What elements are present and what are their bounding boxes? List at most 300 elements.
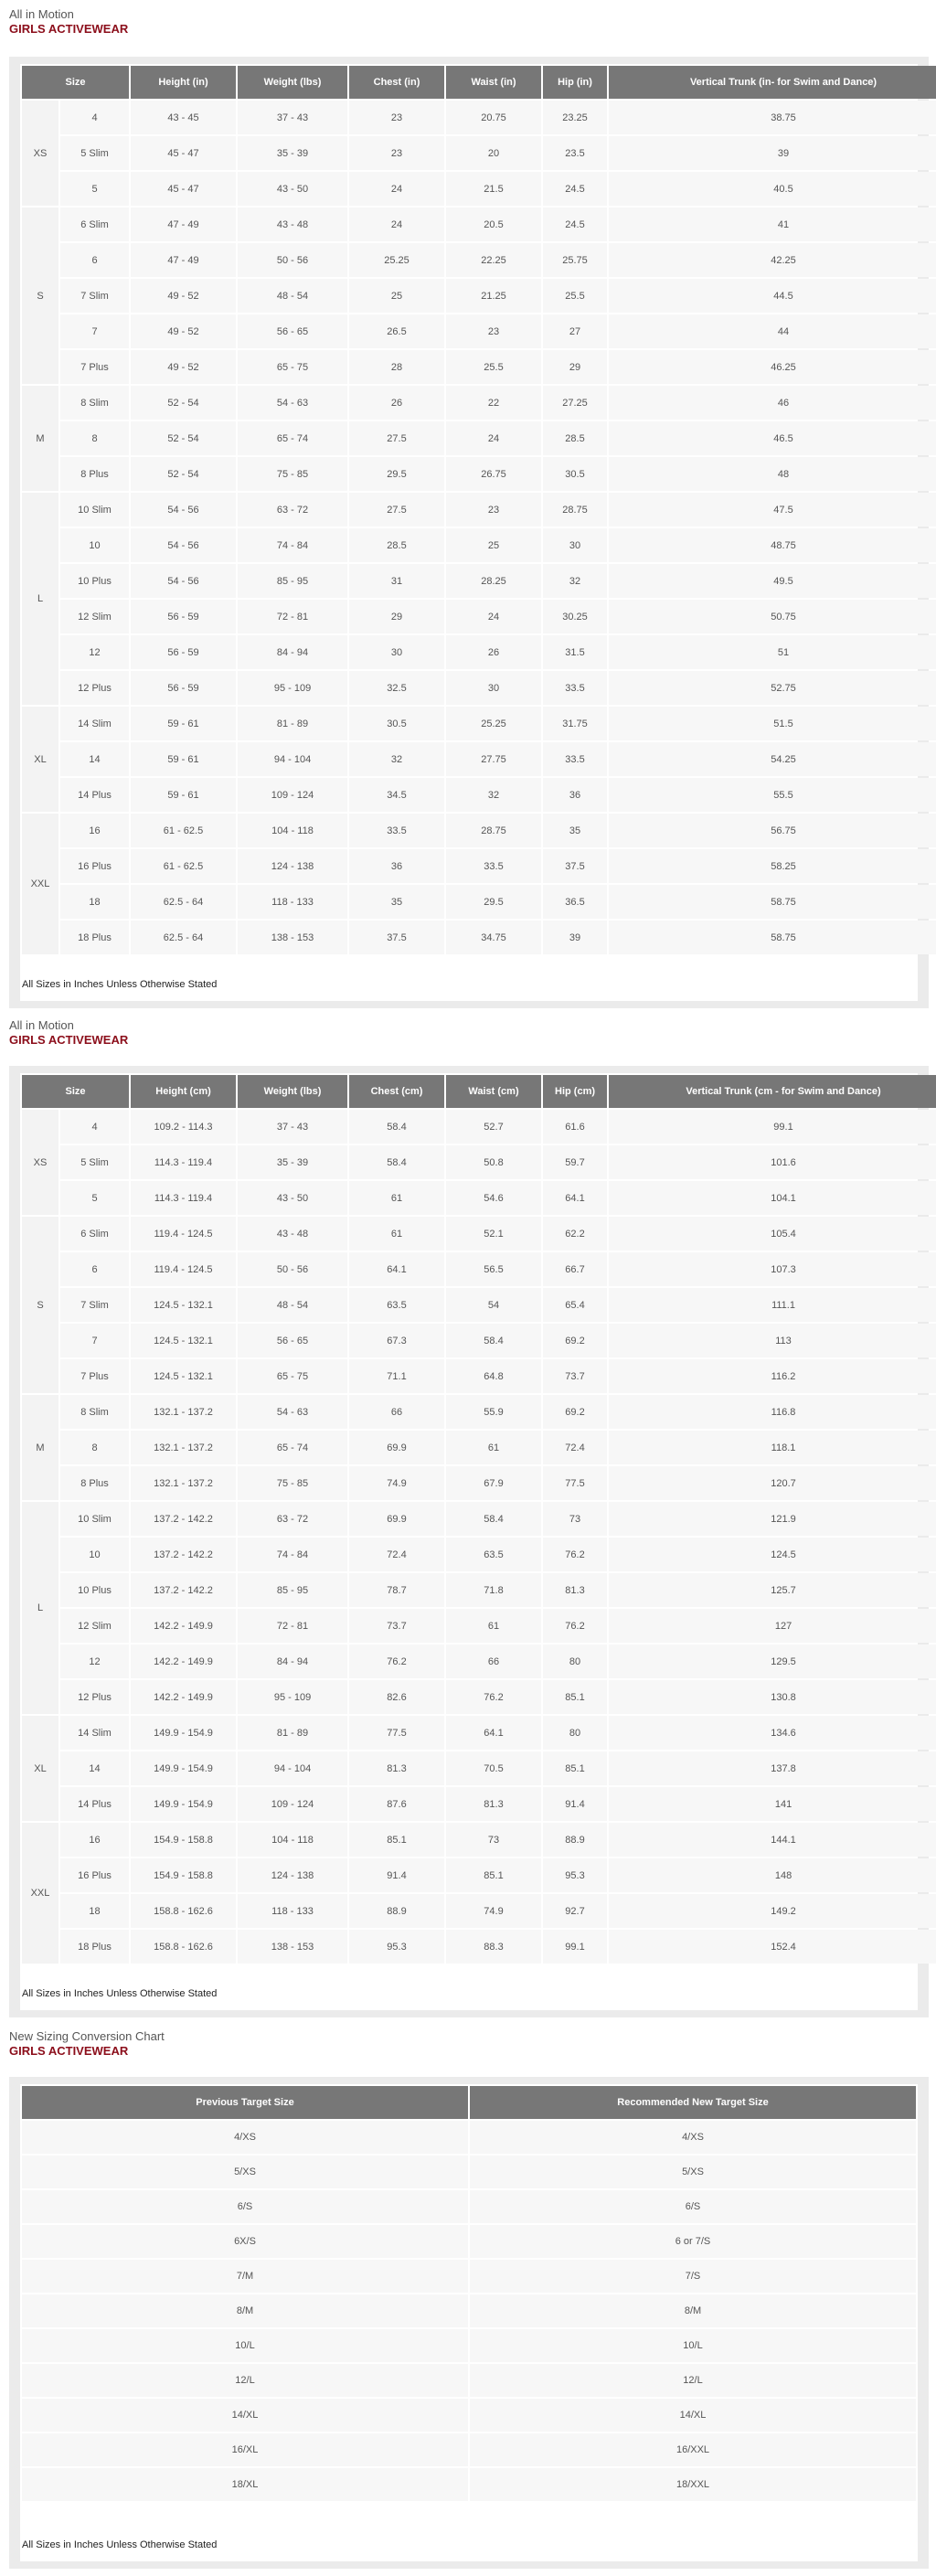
table-cell: 85.1	[543, 1751, 607, 1785]
table-cell: 66	[349, 1395, 444, 1429]
table-cell: 42.25	[609, 243, 936, 277]
table-cell: 94 - 104	[238, 742, 347, 776]
table-cell: 56 - 65	[238, 314, 347, 348]
table-row	[22, 1110, 936, 1144]
table-cell: 5	[60, 1181, 129, 1215]
table-cell: 130.8	[609, 1680, 936, 1714]
table-cell: 10 Slim	[60, 493, 129, 527]
table-cell: 26.75	[446, 457, 541, 491]
table-cell: 12	[60, 635, 129, 669]
table-cell: 132.1 - 137.2	[131, 1466, 236, 1500]
table-cell: 25.25	[446, 707, 541, 740]
table-cell: 124.5 - 132.1	[131, 1288, 236, 1322]
table-cell: 36	[543, 778, 607, 812]
table-cell: 16 Plus	[60, 849, 129, 883]
column-header: Vertical Trunk (cm - for Swim and Dance)	[609, 1075, 936, 1108]
table-cell: 32	[349, 742, 444, 776]
table-cell: 73	[543, 1502, 607, 1536]
column-header: Height (cm)	[131, 1075, 236, 1108]
size-group-label: XS	[22, 1110, 58, 1215]
table-cell: 73.7	[543, 1359, 607, 1393]
table-cell: 154.9 - 158.8	[131, 1823, 236, 1857]
table-cell: 109 - 124	[238, 1787, 347, 1821]
table-cell: 32.5	[349, 671, 444, 705]
table-row	[22, 564, 936, 598]
table-cell: 58.75	[609, 885, 936, 919]
conversion-panel	[9, 2077, 929, 2569]
table-cell: 59 - 61	[131, 707, 236, 740]
column-header: Weight (lbs)	[238, 1075, 347, 1108]
table-cell: 119.4 - 124.5	[131, 1252, 236, 1286]
table-row	[22, 1431, 936, 1464]
table-cell: 36	[349, 849, 444, 883]
table-row	[22, 2294, 916, 2327]
table-cell: 25.75	[543, 243, 607, 277]
table-cell: 5/XS	[470, 2156, 916, 2188]
table-row	[22, 635, 936, 669]
table-cell: 12 Slim	[60, 600, 129, 633]
table-row	[22, 1395, 936, 1429]
table-cell: 81.3	[349, 1751, 444, 1785]
table-cell: 71.8	[446, 1573, 541, 1607]
table-cell: 6 Slim	[60, 208, 129, 241]
table-cell: 52 - 54	[131, 457, 236, 491]
table-cell: 158.8 - 162.6	[131, 1930, 236, 1964]
table-cell: 47 - 49	[131, 208, 236, 241]
table-cell: 29	[543, 350, 607, 384]
table-cell: 31.5	[543, 635, 607, 669]
table-row	[22, 1145, 936, 1179]
table-cell: 37 - 43	[238, 101, 347, 134]
table-cell: 84 - 94	[238, 635, 347, 669]
table-row	[22, 1645, 936, 1678]
table-cell: 58.25	[609, 849, 936, 883]
table-cell: 148	[609, 1858, 936, 1892]
table-cell: 26.5	[349, 314, 444, 348]
table-cell: 35	[543, 814, 607, 847]
table-cell: 66	[446, 1645, 541, 1678]
table-cell: 26	[349, 386, 444, 420]
table-cell: 81.3	[543, 1573, 607, 1607]
table-cell: 52.1	[446, 1217, 541, 1251]
table-cell: 24.5	[543, 208, 607, 241]
table-cell: 6/S	[470, 2190, 916, 2223]
table-cell: 152.4	[609, 1930, 936, 1964]
table-cell: 84 - 94	[238, 1645, 347, 1678]
table-cell: 54 - 63	[238, 1395, 347, 1429]
table-row	[22, 1716, 936, 1750]
size-group-label: XS	[22, 101, 58, 206]
table-cell: 56 - 65	[238, 1324, 347, 1357]
table-cell: 59.7	[543, 1145, 607, 1179]
table-cell: 62.5 - 64	[131, 921, 236, 954]
table-cell: 91.4	[349, 1858, 444, 1892]
table-cell: 64.1	[446, 1716, 541, 1750]
table-cell: 7 Slim	[60, 1288, 129, 1322]
table-cell: 142.2 - 149.9	[131, 1645, 236, 1678]
column-header: Height (in)	[131, 66, 236, 99]
table-cell: 124.5 - 132.1	[131, 1324, 236, 1357]
table-row	[22, 1609, 936, 1643]
size-group-label: S	[22, 1217, 58, 1393]
table-cell: 28.25	[446, 564, 541, 598]
table-cell: 43 - 50	[238, 172, 347, 206]
table-cell: 116.2	[609, 1359, 936, 1393]
table-cell: 104 - 118	[238, 814, 347, 847]
table-cell: 120.7	[609, 1466, 936, 1500]
table-cell: 129.5	[609, 1645, 936, 1678]
table-row	[22, 778, 936, 812]
table-cell: 74 - 84	[238, 528, 347, 562]
table-cell: 43 - 48	[238, 208, 347, 241]
table-cell: 33.5	[349, 814, 444, 847]
inches-section	[9, 7, 929, 37]
table-cell: 21.5	[446, 172, 541, 206]
table-cell: 12 Slim	[60, 1609, 129, 1643]
table-cell: 7	[60, 1324, 129, 1357]
table-row	[22, 528, 936, 562]
table-cell: 54.6	[446, 1181, 541, 1215]
table-row	[22, 1573, 936, 1607]
table-cell: 132.1 - 137.2	[131, 1395, 236, 1429]
table-row	[22, 2364, 916, 2397]
table-cell: 149.9 - 154.9	[131, 1716, 236, 1750]
table-row	[22, 2399, 916, 2432]
units-note: All Sizes in Inches Unless Otherwise Stated	[22, 2539, 218, 2550]
table-row	[22, 101, 936, 134]
table-cell: 76.2	[349, 1645, 444, 1678]
table-cell: 63.5	[349, 1288, 444, 1322]
table-cell: 114.3 - 119.4	[131, 1181, 236, 1215]
table-cell: 69.2	[543, 1324, 607, 1357]
table-cell: 37.5	[349, 921, 444, 954]
table-cell: 34.75	[446, 921, 541, 954]
table-cell: 7	[60, 314, 129, 348]
table-cell: 73.7	[349, 1609, 444, 1643]
table-cell: 6	[60, 1252, 129, 1286]
table-cell: 27.75	[446, 742, 541, 776]
table-cell: 29.5	[349, 457, 444, 491]
table-cell: 149.2	[609, 1894, 936, 1928]
table-cell: 105.4	[609, 1217, 936, 1251]
table-cell: 52 - 54	[131, 386, 236, 420]
table-cell: 127	[609, 1609, 936, 1643]
table-cell: 51.5	[609, 707, 936, 740]
table-cell: 54 - 56	[131, 493, 236, 527]
table-row	[22, 2190, 916, 2223]
table-cell: 39	[543, 921, 607, 954]
table-row	[22, 1466, 936, 1500]
table-cell: 73	[446, 1823, 541, 1857]
table-row	[22, 814, 936, 847]
table-cell: 30	[446, 671, 541, 705]
units-note: All Sizes in Inches Unless Otherwise Stated	[22, 1988, 218, 1999]
table-cell: 94 - 104	[238, 1751, 347, 1785]
table-cell: 30.25	[543, 600, 607, 633]
table-cell: 70.5	[446, 1751, 541, 1785]
table-cell: 137.2 - 142.2	[131, 1573, 236, 1607]
table-cell: 10 Slim	[60, 1502, 129, 1536]
table-cell: 46.5	[609, 421, 936, 455]
table-cell: 28.75	[446, 814, 541, 847]
table-cell: 18/XL	[22, 2468, 468, 2501]
table-cell: 18	[60, 885, 129, 919]
table-cell: 149.9 - 154.9	[131, 1787, 236, 1821]
table-cell: 76.2	[543, 1538, 607, 1571]
table-cell: 81 - 89	[238, 707, 347, 740]
table-cell: 51	[609, 635, 936, 669]
table-cell: 25.5	[543, 279, 607, 313]
table-row	[22, 493, 936, 527]
table-cell: 44.5	[609, 279, 936, 313]
table-cell: 36.5	[543, 885, 607, 919]
table-cell: 101.6	[609, 1145, 936, 1179]
table-cell: 158.8 - 162.6	[131, 1894, 236, 1928]
table-cell: 18 Plus	[60, 1930, 129, 1964]
table-cell: 8/M	[22, 2294, 468, 2327]
table-cell: 33.5	[543, 742, 607, 776]
table-cell: 137.8	[609, 1751, 936, 1785]
table-cell: 22	[446, 386, 541, 420]
table-cell: 6/S	[22, 2190, 468, 2223]
table-cell: 20.5	[446, 208, 541, 241]
table-cell: 8 Slim	[60, 1395, 129, 1429]
table-cell: 27	[543, 314, 607, 348]
table-cell: 6 or 7/S	[470, 2225, 916, 2258]
table-cell: 85 - 95	[238, 1573, 347, 1607]
table-cell: 25	[446, 528, 541, 562]
table-cell: 45 - 47	[131, 136, 236, 170]
table-cell: 119.4 - 124.5	[131, 1217, 236, 1251]
table-cell: 67.9	[446, 1466, 541, 1500]
table-cell: 109 - 124	[238, 778, 347, 812]
table-cell: 22.25	[446, 243, 541, 277]
table-cell: 40.5	[609, 172, 936, 206]
table-cell: 30.5	[349, 707, 444, 740]
table-cell: 4/XS	[22, 2121, 468, 2154]
table-cell: 52.75	[609, 671, 936, 705]
table-cell: 5	[60, 172, 129, 206]
table-cell: 47.5	[609, 493, 936, 527]
table-row	[22, 136, 936, 170]
table-row	[22, 279, 936, 313]
table-cell: 8 Plus	[60, 1466, 129, 1500]
table-cell: 29	[349, 600, 444, 633]
table-cell: 71.1	[349, 1359, 444, 1393]
table-cell: 10/L	[22, 2329, 468, 2362]
table-cell: 132.1 - 137.2	[131, 1431, 236, 1464]
column-header: Previous Target Size	[22, 2086, 468, 2119]
table-cell: 118.1	[609, 1431, 936, 1464]
table-cell: 111.1	[609, 1288, 936, 1322]
table-cell: 69.2	[543, 1395, 607, 1429]
table-cell: 43 - 50	[238, 1181, 347, 1215]
table-cell: 59 - 61	[131, 742, 236, 776]
column-header: Size	[22, 1075, 129, 1108]
table-cell: 65 - 74	[238, 421, 347, 455]
table-row	[22, 2225, 916, 2258]
table-cell: 28	[349, 350, 444, 384]
table-cell: 45 - 47	[131, 172, 236, 206]
table-cell: 72.4	[543, 1431, 607, 1464]
table-cell: 5/XS	[22, 2156, 468, 2188]
table-cell: 69.9	[349, 1431, 444, 1464]
table-cell: 80	[543, 1716, 607, 1750]
table-row	[22, 243, 936, 277]
table-cell: 116.8	[609, 1395, 936, 1429]
table-cell: 12 Plus	[60, 1680, 129, 1714]
column-header: Waist (in)	[446, 66, 541, 99]
table-cell: 63 - 72	[238, 493, 347, 527]
table-cell: 55.5	[609, 778, 936, 812]
table-cell: 23	[349, 136, 444, 170]
table-row	[22, 2329, 916, 2362]
table-cell: 7 Plus	[60, 350, 129, 384]
table-cell: 30	[543, 528, 607, 562]
table-cell: 50.8	[446, 1145, 541, 1179]
size-group-label: M	[22, 1395, 58, 1500]
table-cell: 77.5	[543, 1466, 607, 1500]
table-cell: 34.5	[349, 778, 444, 812]
table-cell: 58.4	[446, 1324, 541, 1357]
table-cell: 16	[60, 814, 129, 847]
table-row	[22, 1823, 936, 1857]
table-cell: 43 - 45	[131, 101, 236, 134]
table-cell: 141	[609, 1787, 936, 1821]
table-cell: 39	[609, 136, 936, 170]
table-cell: 27.5	[349, 493, 444, 527]
table-cell: 99.1	[609, 1110, 936, 1144]
table-cell: 7/M	[22, 2260, 468, 2293]
table-cell: 118 - 133	[238, 885, 347, 919]
table-cell: 16	[60, 1823, 129, 1857]
table-cell: 25.5	[446, 350, 541, 384]
table-cell: 134.6	[609, 1716, 936, 1750]
table-cell: 61	[349, 1181, 444, 1215]
table-cell: 49 - 52	[131, 279, 236, 313]
table-cell: 54.25	[609, 742, 936, 776]
table-cell: 14/XL	[22, 2399, 468, 2432]
table-cell: 28.75	[543, 493, 607, 527]
table-cell: 16/XL	[22, 2433, 468, 2466]
table-row	[22, 1288, 936, 1322]
section-title: GIRLS ACTIVEWEAR	[9, 1033, 129, 1047]
table-row	[22, 1217, 936, 1251]
table-cell: 10 Plus	[60, 1573, 129, 1607]
table-row	[22, 1359, 936, 1393]
table-cell: 56 - 59	[131, 635, 236, 669]
table-cell: 10 Plus	[60, 564, 129, 598]
table-cell: 25	[349, 279, 444, 313]
brand-name: New Sizing Conversion Chart	[9, 2029, 165, 2043]
table-cell: 50.75	[609, 600, 936, 633]
table-row	[22, 386, 936, 420]
table-cell: 142.2 - 149.9	[131, 1609, 236, 1643]
table-row	[22, 314, 936, 348]
table-cell: 50 - 56	[238, 1252, 347, 1286]
table-row	[22, 707, 936, 740]
table-cell: 48.75	[609, 528, 936, 562]
table-cell: 114.3 - 119.4	[131, 1145, 236, 1179]
table-cell: 137.2 - 142.2	[131, 1502, 236, 1536]
column-header: Waist (cm)	[446, 1075, 541, 1108]
table-cell: 10	[60, 1538, 129, 1571]
table-row	[22, 172, 936, 206]
column-header: Size	[22, 66, 129, 99]
table-cell: 81 - 89	[238, 1716, 347, 1750]
table-cell: 14 Slim	[60, 707, 129, 740]
table-row	[22, 1538, 936, 1571]
table-cell: 44	[609, 314, 936, 348]
table-cell: 61 - 62.5	[131, 849, 236, 883]
size-group-label: L	[22, 493, 58, 705]
table-cell: 46	[609, 386, 936, 420]
table-cell: 65 - 75	[238, 1359, 347, 1393]
table-cell: 8 Slim	[60, 386, 129, 420]
table-cell: 56.75	[609, 814, 936, 847]
table-cell: 6 Slim	[60, 1217, 129, 1251]
size-group-label: S	[22, 208, 58, 384]
table-cell: 56 - 59	[131, 600, 236, 633]
table-cell: 85.1	[349, 1823, 444, 1857]
table-cell: 124 - 138	[238, 1858, 347, 1892]
table-cell: 16 Plus	[60, 1858, 129, 1892]
table-cell: 54 - 56	[131, 528, 236, 562]
table-cell: 95 - 109	[238, 1680, 347, 1714]
table-cell: 30.5	[543, 457, 607, 491]
table-cell: 14/XL	[470, 2399, 916, 2432]
table-cell: 48	[609, 457, 936, 491]
table-cell: 95 - 109	[238, 671, 347, 705]
column-header: Weight (lbs)	[238, 66, 347, 99]
table-cell: 109.2 - 114.3	[131, 1110, 236, 1144]
table-cell: 124.5 - 132.1	[131, 1359, 236, 1393]
table-cell: 48 - 54	[238, 279, 347, 313]
column-header: Chest (cm)	[349, 1075, 444, 1108]
table-cell: 61	[349, 1217, 444, 1251]
table-cell: 76.2	[446, 1680, 541, 1714]
section-title: GIRLS ACTIVEWEAR	[9, 22, 129, 36]
table-cell: 37.5	[543, 849, 607, 883]
table-cell: 104.1	[609, 1181, 936, 1215]
table-cell: 64.1	[543, 1181, 607, 1215]
table-cell: 49 - 52	[131, 350, 236, 384]
table-cell: 118 - 133	[238, 1894, 347, 1928]
table-cell: 12/L	[470, 2364, 916, 2397]
table-cell: 104 - 118	[238, 1823, 347, 1857]
brand-name: All in Motion	[9, 7, 74, 21]
table-cell: 64.1	[349, 1252, 444, 1286]
table-row	[22, 1502, 936, 1536]
table-cell: 18	[60, 1894, 129, 1928]
table-cell: 74.9	[349, 1466, 444, 1500]
table-cell: 65 - 75	[238, 350, 347, 384]
table-cell: 113	[609, 1324, 936, 1357]
table-cell: 31.75	[543, 707, 607, 740]
table-cell: 23	[446, 493, 541, 527]
table-cell: 121.9	[609, 1502, 936, 1536]
table-cell: 7 Slim	[60, 279, 129, 313]
table-cell: 10	[60, 528, 129, 562]
table-row	[22, 1181, 936, 1215]
table-cell: 35 - 39	[238, 1145, 347, 1179]
table-cell: 54 - 63	[238, 386, 347, 420]
table-cell: 149.9 - 154.9	[131, 1751, 236, 1785]
table-cell: 14 Slim	[60, 1716, 129, 1750]
table-row	[22, 2260, 916, 2293]
table-cell: 14	[60, 1751, 129, 1785]
table-cell: 35 - 39	[238, 136, 347, 170]
